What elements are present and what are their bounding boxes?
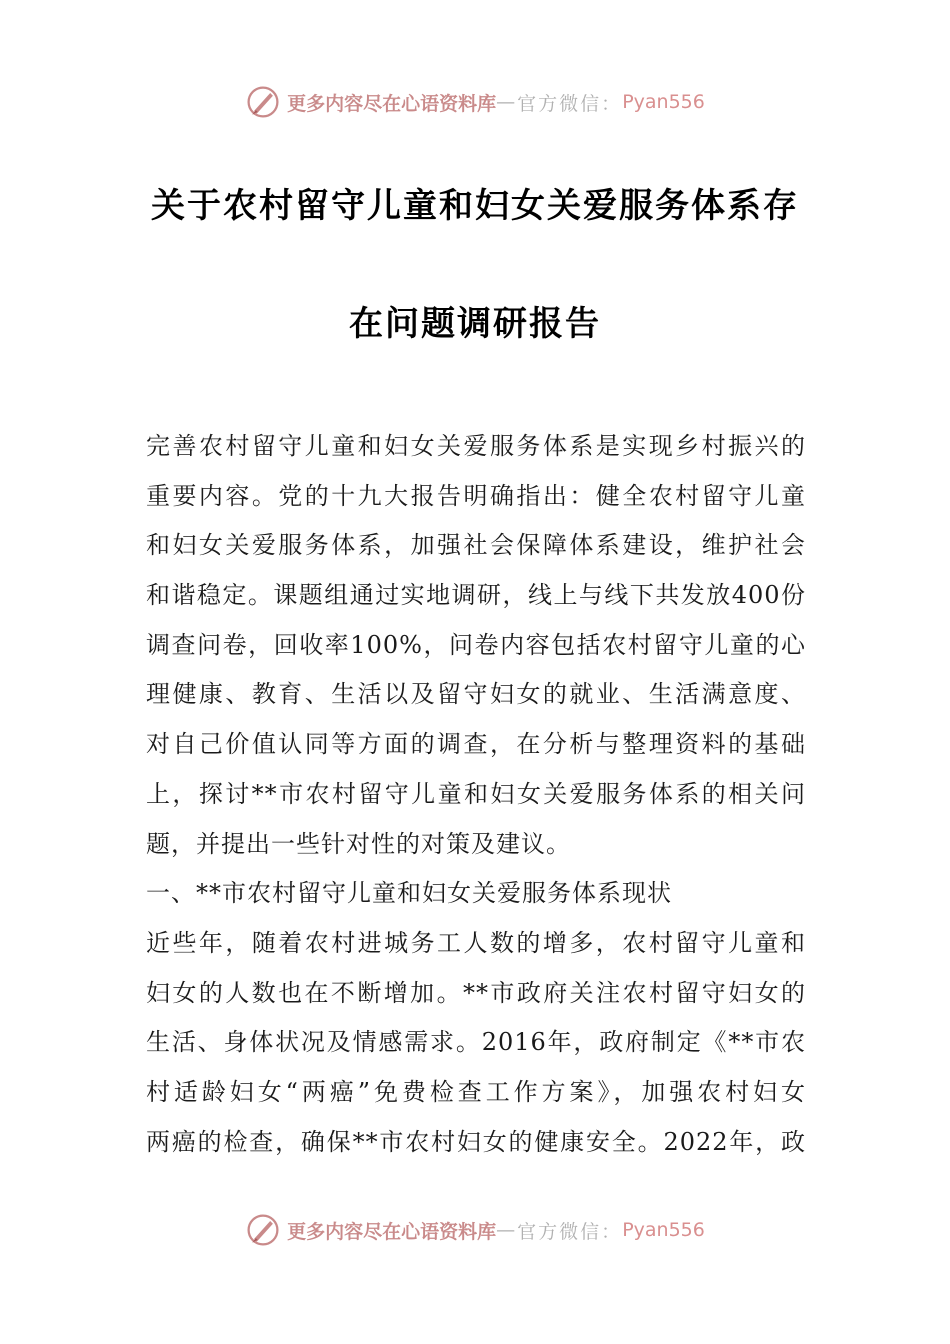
body-line: 理健康、教育、生活以及留守妇女的就业、生活满意度、 [146, 680, 806, 709]
body-line: 生活、身体状况及情感需求。2016年，政府制定《**市农 [146, 1028, 806, 1057]
body-line: 两癌的检查，确保**市农村妇女的健康安全。2022年，政 [146, 1127, 806, 1156]
document-title-line1: 关于农村留守儿童和妇女关爱服务体系存 [151, 186, 799, 226]
body-line: 和谐稳定。课题组通过实地调研，线上与线下共发放400份 [146, 581, 806, 610]
pen-logo-icon [245, 1212, 281, 1248]
body-line: 对自己价值认同等方面的调查，在分析与整理资料的基础 [146, 730, 806, 759]
watermark-official: 官方微信： [517, 92, 623, 115]
body-line: 完善农村留守儿童和妇女关爱服务体系是实现乡村振兴的 [146, 432, 806, 460]
body-line: 题，并提出一些针对性的对策及建议。 [146, 829, 571, 858]
body-line: 村适龄妇女“两癌”免费检查工作方案》，加强农村妇女 [146, 1077, 806, 1106]
watermark-wechat-id: Pyan556 [622, 91, 705, 113]
watermark-separator: — [496, 1219, 518, 1241]
body-line: 和妇女关爱服务体系，加强社会保障体系建设，维护社会 [146, 531, 806, 560]
body-line: 调查问卷，回收率100%，问卷内容包括农村留守儿童的心 [146, 630, 806, 659]
section-heading: 一、**市农村留守儿童和妇女关爱服务体系现状 [146, 879, 672, 908]
watermark-header [0, 82, 950, 122]
pen-logo-icon [245, 84, 281, 120]
watermark-brand: 更多内容尽在心语资料库 [287, 92, 497, 115]
watermark-wechat-id: Pyan556 [622, 1219, 705, 1241]
document-body [146, 422, 806, 1167]
document-title-line2: 在问题调研报告 [349, 304, 601, 344]
watermark-brand: 更多内容尽在心语资料库 [287, 1220, 497, 1243]
watermark-separator: — [496, 91, 518, 113]
watermark-footer [0, 1210, 950, 1250]
watermark-official: 官方微信： [517, 1220, 623, 1243]
body-line: 妇女的人数也在不断增加。**市政府关注农村留守妇女的 [146, 978, 806, 1007]
body-line: 重要内容。党的十九大报告明确指出：健全农村留守儿童 [146, 481, 806, 510]
body-line: 近些年，随着农村进城务工人数的增多，农村留守儿童和 [146, 928, 806, 957]
body-line: 上，探讨**市农村留守儿童和妇女关爱服务体系的相关问 [146, 779, 806, 808]
